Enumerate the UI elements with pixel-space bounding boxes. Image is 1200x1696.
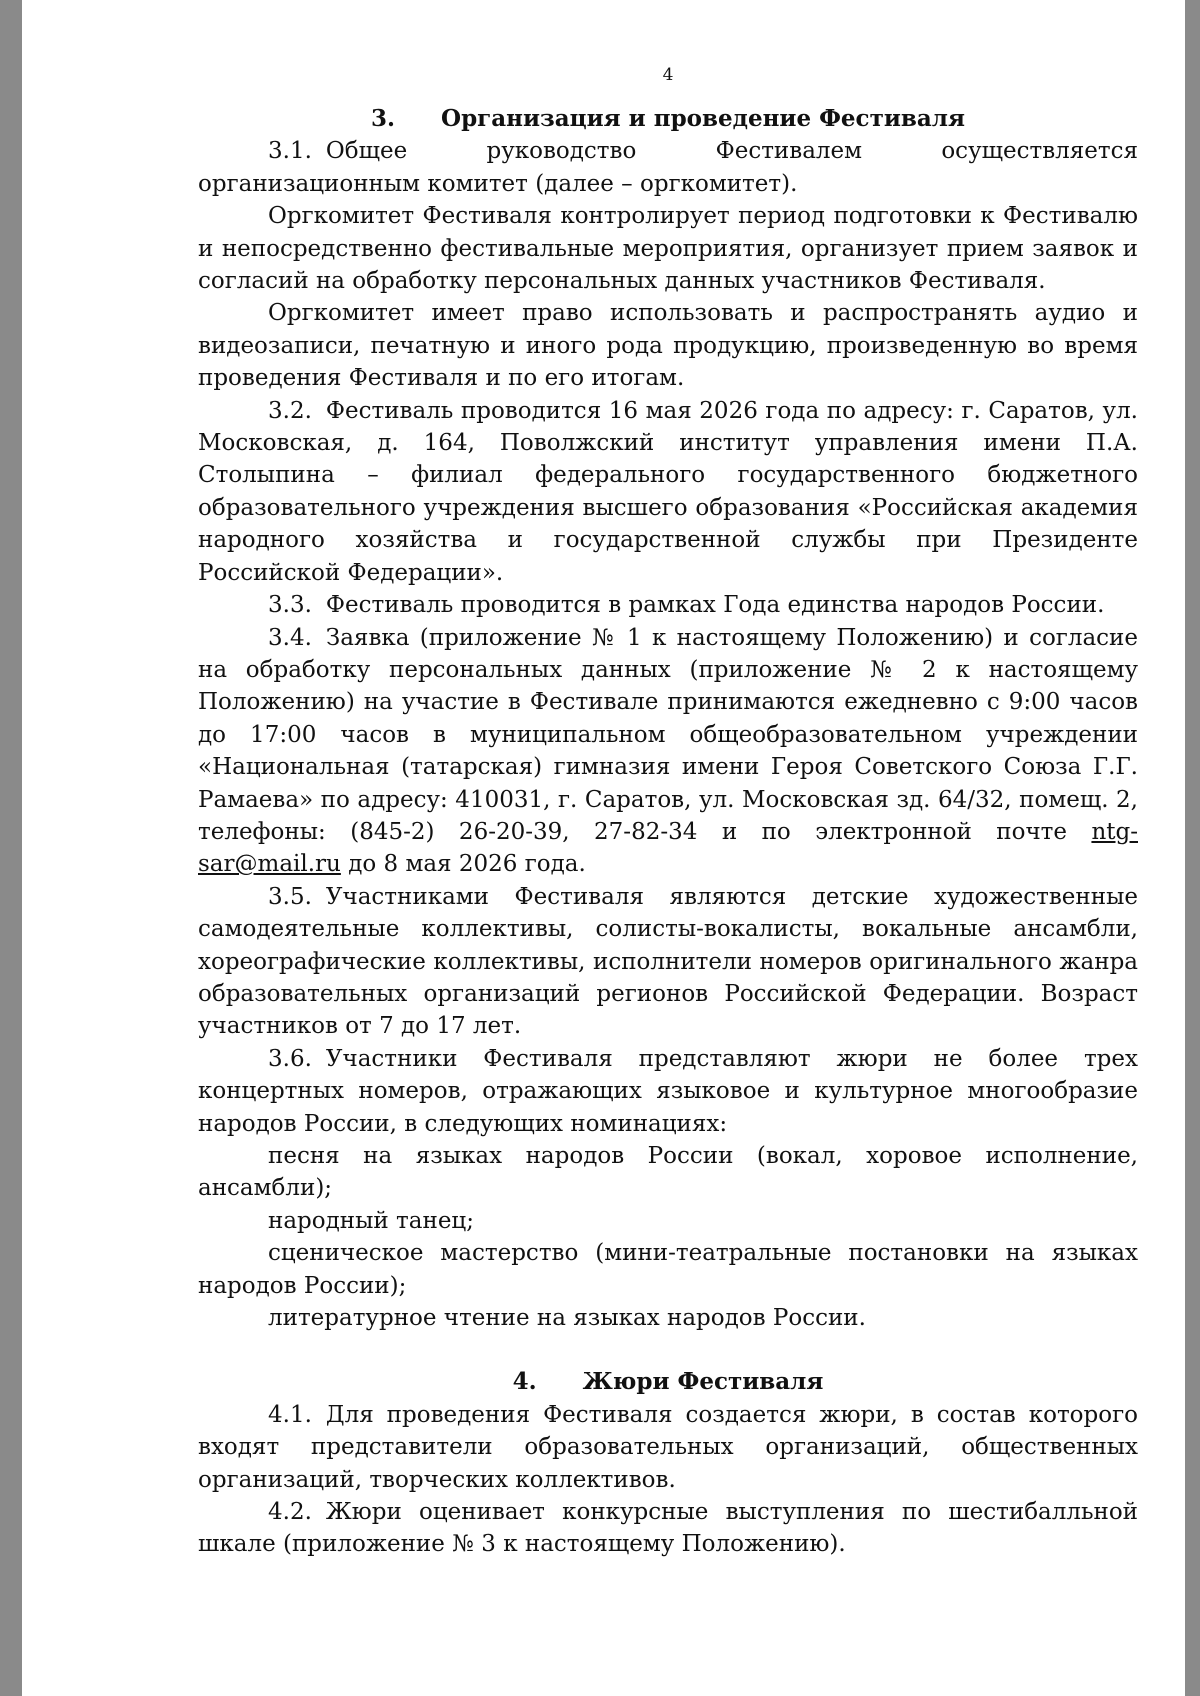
- clause-3-3: [198, 589, 1138, 621]
- clause-3-6: [198, 1043, 1138, 1140]
- document-page: [198, 62, 1138, 1561]
- clause-4-1-text: Для проведения Фестиваля создается жюри, в состав которого входят представители образовательных организаций, общественных организаций, творческих коллективов.: [198, 1401, 1138, 1493]
- clause-3-1-paragraph-a: Оргкомитет Фестиваля контролирует период подготовки к Фестивалю и непосредственно фестивальные мероприятия, организует прием заявок и согласий на обработку персональных данных участников Фестиваля.: [198, 203, 1138, 295]
- email-link[interactable]: ntg-sar@mail.ru: [198, 818, 1138, 878]
- clause-3-1-text: Общее руководство Фестивалем осуществляется организационным комитет (далее – оргкомитет).: [198, 138, 1138, 197]
- viewer-right-margin: [1185, 0, 1200, 1696]
- clause-3-4: [198, 622, 1138, 881]
- clause-3-5-text: Участниками Фестиваля являются детские художественные самодеятельные коллективы, солисты-вокалисты, вокальные ансамбли, хореографические коллективы, исполнители номеров оригинального жанра образовательных организаций регионов Российской Федерации. Возраст участников от 7 до 17 лет.: [198, 883, 1138, 1040]
- clause-3-2-label: 3.2.: [268, 397, 312, 424]
- clause-4-2: [198, 1496, 1138, 1561]
- section-4-title: Жюри Фестиваля: [582, 1368, 824, 1396]
- section-4-number: 4.: [512, 1368, 537, 1396]
- section-4-heading: [198, 1366, 1138, 1398]
- clause-3-1: [198, 135, 1138, 200]
- nomination-song: песня на языках народов России (вокал, хоровое исполнение, ансамбли);: [198, 1143, 1138, 1202]
- clause-3-6-text: Участники Фестиваля представляют жюри не более трех концертных номеров, отражающих языковое и культурное многообразие народов России, в следующих номинациях:: [198, 1045, 1138, 1137]
- page-number: 4: [662, 65, 674, 85]
- section-3-number: 3.: [371, 105, 396, 132]
- clause-4-2-label: 4.2.: [268, 1499, 312, 1526]
- clause-3-6-label: 3.6.: [268, 1045, 312, 1072]
- clause-3-4-end: до 8 мая 2026 года.: [348, 851, 586, 878]
- clause-3-3-label: 3.3.: [268, 592, 312, 619]
- clause-3-2: [198, 395, 1138, 589]
- nomination-stage-mastery: сценическое мастерство (мини-театральные постановки на языках народов России);: [198, 1240, 1138, 1299]
- clause-4-2-text: Жюри оценивает конкурсные выступления по шестибалльной шкале (приложение № 3 к настоящему Положению).: [198, 1499, 1138, 1558]
- clause-3-5-label: 3.5.: [268, 883, 312, 910]
- clause-4-1-label: 4.1.: [268, 1401, 312, 1428]
- clause-3-1-label: 3.1.: [268, 138, 312, 165]
- clause-3-4-text: Заявка (приложение № 1 к настоящему Положению) и согласие на обработку персональных данных (приложение № 2 к настоящему Положению) на участие в Фестивале принимаются ежедневно с 9:00 часов до 17:00 часов в муниципальном общеобразовательном учреждении «Национальная (татарская) гимназия имени Героя Советского Союза Г.Г. Рамаева» по адресу: 410031, г. Саратов, ул. Московская зд. 64/32, помещ. 2, телефоны: (845-2) 26-20-39, 27-82-34 и по электронной почте: [198, 624, 1138, 845]
- clause-3-4-label: 3.4.: [268, 624, 312, 651]
- clause-3-1-paragraph-b: Оргкомитет имеет право использовать и распространять аудио и видеозаписи, печатную и иного рода продукцию, произведенную во время проведения Фестиваля и по его итогам.: [198, 300, 1138, 392]
- clause-3-5: [198, 881, 1138, 1043]
- nomination-folk-dance: народный танец;: [268, 1207, 474, 1234]
- section-3-title: Организация и проведение Фестиваля: [441, 105, 965, 132]
- section-3-heading: [198, 103, 1138, 135]
- clause-4-1: [198, 1399, 1138, 1496]
- viewer-left-margin: [0, 0, 22, 1696]
- clause-3-3-text: Фестиваль проводится в рамках Года единства народов России.: [325, 592, 1105, 619]
- nomination-literary-reading: литературное чтение на языках народов России.: [268, 1305, 866, 1332]
- clause-3-2-text: Фестиваль проводится 16 мая 2026 года по адресу: г. Саратов, ул. Московская, д. 164, Поволжский институт управления имени П.А. Столыпина – филиал федерального государственного бюджетного образовательного учреждения высшего образования «Российская академия народного хозяйства и государственной службы при Президенте Российской Федерации».: [198, 397, 1138, 586]
